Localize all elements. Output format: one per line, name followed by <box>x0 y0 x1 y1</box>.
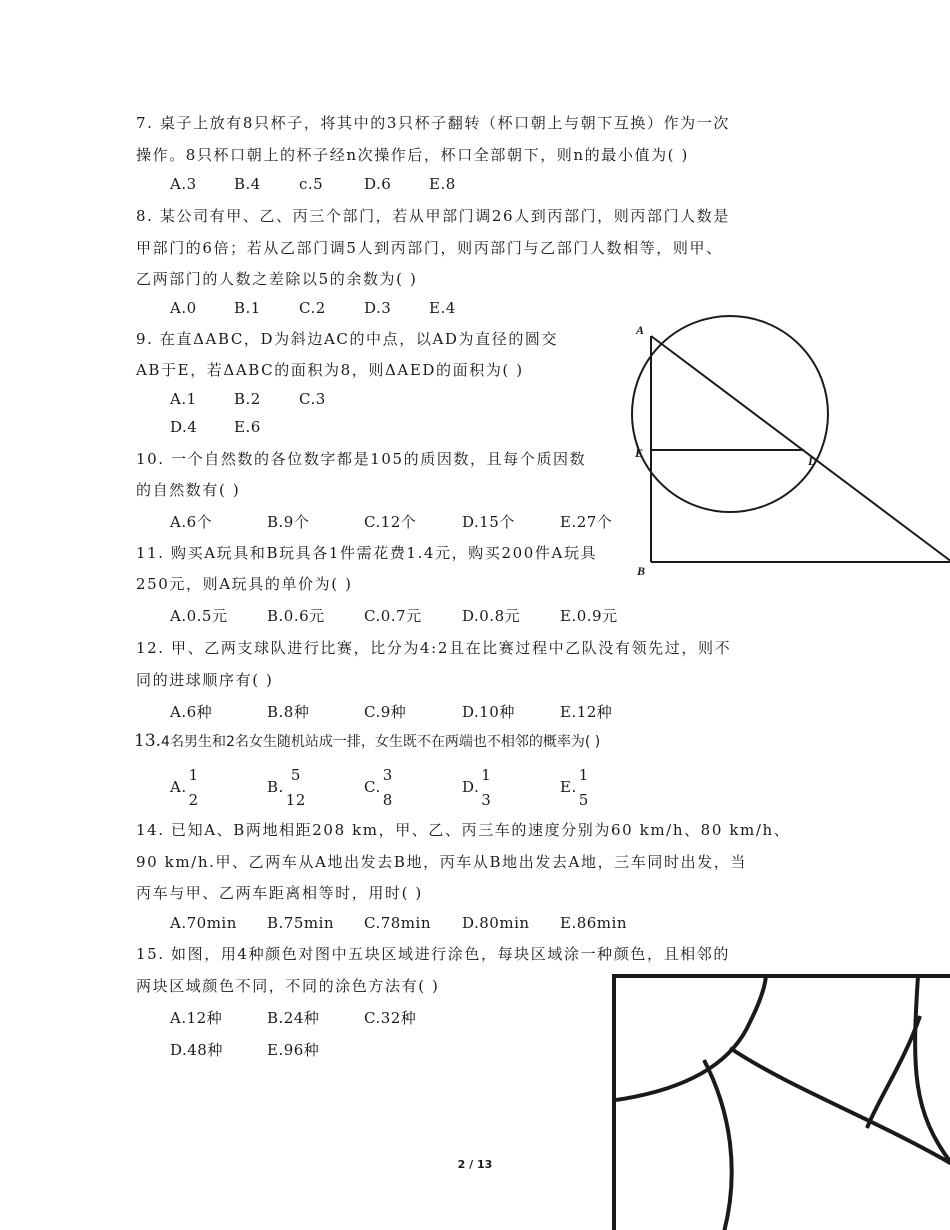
q15-frame <box>614 976 950 1230</box>
q12-option-b: B.8种 <box>267 703 310 721</box>
q13-option-a <box>170 763 199 813</box>
q11-option-e: E.0.9元 <box>560 607 618 625</box>
q9-option-d: D.4 <box>170 418 198 436</box>
q8-option-b: B.1 <box>234 299 261 317</box>
q13-option-d <box>462 763 491 813</box>
q8-line3: 乙两部门的人数之差除以5的余数为( ) <box>136 270 418 288</box>
denominator: 2 <box>188 791 199 809</box>
q11-option-b: B.0.6元 <box>267 607 325 625</box>
q12-line2: 同的进球顺序有( ) <box>136 671 274 689</box>
denominator: 5 <box>578 791 589 809</box>
q8-option-d: D.3 <box>364 299 392 317</box>
q9-line2: AB于E，若ΔABC的面积为8，则ΔAED的面积为( ) <box>136 361 524 379</box>
denominator: 8 <box>382 791 393 809</box>
numerator: 1 <box>578 766 589 784</box>
q15-divider-lower <box>704 1060 732 1230</box>
q13-option-e-letter: E. <box>560 778 577 796</box>
q13-option-c-fraction <box>383 763 393 813</box>
q7-option-e: E.8 <box>429 175 456 193</box>
q7-option-d: D.6 <box>364 175 392 193</box>
numerator: 3 <box>382 766 393 784</box>
q8-line2: 甲部门的6倍；若从乙部门调5人到丙部门，则丙部门与乙部门人数相等，则甲、 <box>136 239 723 257</box>
q13-option-e <box>560 763 589 813</box>
q12-line1: 12. 甲、乙两支球队进行比赛，比分为4:2且在比赛过程中乙队没有领先过，则不 <box>136 639 732 657</box>
q7-line1: 7. 桌子上放有8只杯子，将其中的3只杯子翻转（杯口朝上与朝下互换）作为一次 <box>136 114 730 132</box>
denominator: 12 <box>285 791 306 809</box>
q15-line2: 两块区域颜色不同，不同的涂色方法有( ) <box>136 977 440 995</box>
q12-option-a: A.6种 <box>170 703 213 721</box>
q13-option-a-fraction <box>189 763 199 813</box>
q7-option-b: B.4 <box>234 175 261 193</box>
q11-line2: 250元，则A玩具的单价为( ) <box>136 575 353 593</box>
q10-line1: 10. 一个自然数的各位数字都是105的质因数，且每个质因数 <box>136 450 587 468</box>
q13-text: 4名男生和2名女生随机站成一排，女生既不在两端也不相邻的概率为( ) <box>161 734 601 750</box>
numerator: 1 <box>188 766 199 784</box>
q14-option-b: B.75min <box>267 914 335 932</box>
q9-label-b: B <box>637 564 646 578</box>
q14-option-a: A.70min <box>170 914 237 932</box>
q10-line2: 的自然数有( ) <box>136 481 241 499</box>
q9-option-a: A.1 <box>170 390 197 408</box>
q12-option-d: D.10种 <box>462 703 515 721</box>
q15-inner-arc <box>616 976 766 1100</box>
q13-option-b-fraction <box>286 763 306 813</box>
q7-option-c: c.5 <box>299 175 324 193</box>
q7-line2: 操作。8只杯口朝上的杯子经n次操作后，杯口全部朝下，则n的最小值为( ) <box>136 146 689 164</box>
q9-triangle-circle-figure <box>630 318 950 583</box>
q15-option-d: D.48种 <box>170 1041 223 1059</box>
q9-label-d: D <box>808 454 817 468</box>
q14-line1: 14. 已知A、B两地相距208 km，甲、乙、丙三车的速度分别为60 km/h、80 km/h、 <box>136 821 791 839</box>
q15-regions-figure <box>600 960 950 1230</box>
q13-option-c <box>364 763 393 813</box>
q9-option-c: C.3 <box>299 390 326 408</box>
q12-option-c: C.9种 <box>364 703 407 721</box>
q15-option-e: E.96种 <box>267 1041 320 1059</box>
q7-option-a: A.3 <box>170 175 197 193</box>
q8-line1: 8. 某公司有甲、乙、丙三个部门，若从甲部门调26人到丙部门，则丙部门人数是 <box>136 207 730 225</box>
q8-option-e: E.4 <box>429 299 456 317</box>
q11-option-d: D.0.8元 <box>462 607 521 625</box>
q12-option-e: E.12种 <box>560 703 613 721</box>
q15-outer-arc-top <box>915 976 950 1164</box>
q9-label-a: A <box>636 323 645 337</box>
q10-option-a: A.6个 <box>170 513 213 531</box>
q13-option-d-fraction <box>481 763 491 813</box>
q8-option-c: C.2 <box>299 299 326 317</box>
q13-option-d-letter: D. <box>462 778 480 796</box>
q13-option-b-letter: B. <box>267 778 284 796</box>
q11-option-c: C.0.7元 <box>364 607 422 625</box>
q9-option-b: B.2 <box>234 390 261 408</box>
q15-line1: 15. 如图，用4种颜色对图中五块区域进行涂色，每块区域涂一种颜色，且相邻的 <box>136 945 730 963</box>
q14-option-d: D.80min <box>462 914 530 932</box>
q13-option-c-letter: C. <box>364 778 381 796</box>
q9-label-e: E <box>635 446 644 460</box>
q11-option-a: A.0.5元 <box>170 607 228 625</box>
q15-divider-right <box>867 1016 920 1128</box>
numerator: 1 <box>481 766 492 784</box>
q13-number: 13. <box>134 731 162 751</box>
numerator: 5 <box>290 766 301 784</box>
q9-option-e: E.6 <box>234 418 261 436</box>
q13-option-b <box>267 763 306 813</box>
q14-line2: 90 km/h.甲、乙两车从A地出发去B地，丙车从B地出发去A地，三车同时出发，当 <box>136 853 747 871</box>
q14-option-e: E.86min <box>560 914 627 932</box>
q15-option-c: C.32种 <box>364 1009 417 1027</box>
q11-line1: 11. 购买A玩具和B玩具各1件需花费1.4元，购买200件A玩具 <box>136 544 598 562</box>
q8-option-a: A.0 <box>170 299 197 317</box>
q10-option-b: B.9个 <box>267 513 310 531</box>
q10-option-e: E.27个 <box>560 513 613 531</box>
q15-option-b: B.24种 <box>267 1009 320 1027</box>
q13-option-e-fraction <box>579 763 589 813</box>
q9-circle <box>632 316 828 512</box>
q13-line <box>134 731 600 751</box>
q14-option-c: C.78min <box>364 914 431 932</box>
q9-line1: 9. 在直ΔABC，D为斜边AC的中点，以AD为直径的圆交 <box>136 330 559 348</box>
q10-option-d: D.15个 <box>462 513 515 531</box>
q13-option-a-letter: A. <box>170 778 187 796</box>
q14-line3: 丙车与甲、乙两车距离相等时，用时( ) <box>136 884 423 902</box>
page-number: 2 / 13 <box>457 1158 493 1171</box>
q10-option-c: C.12个 <box>364 513 417 531</box>
q15-option-a: A.12种 <box>170 1009 223 1027</box>
denominator: 3 <box>481 791 492 809</box>
